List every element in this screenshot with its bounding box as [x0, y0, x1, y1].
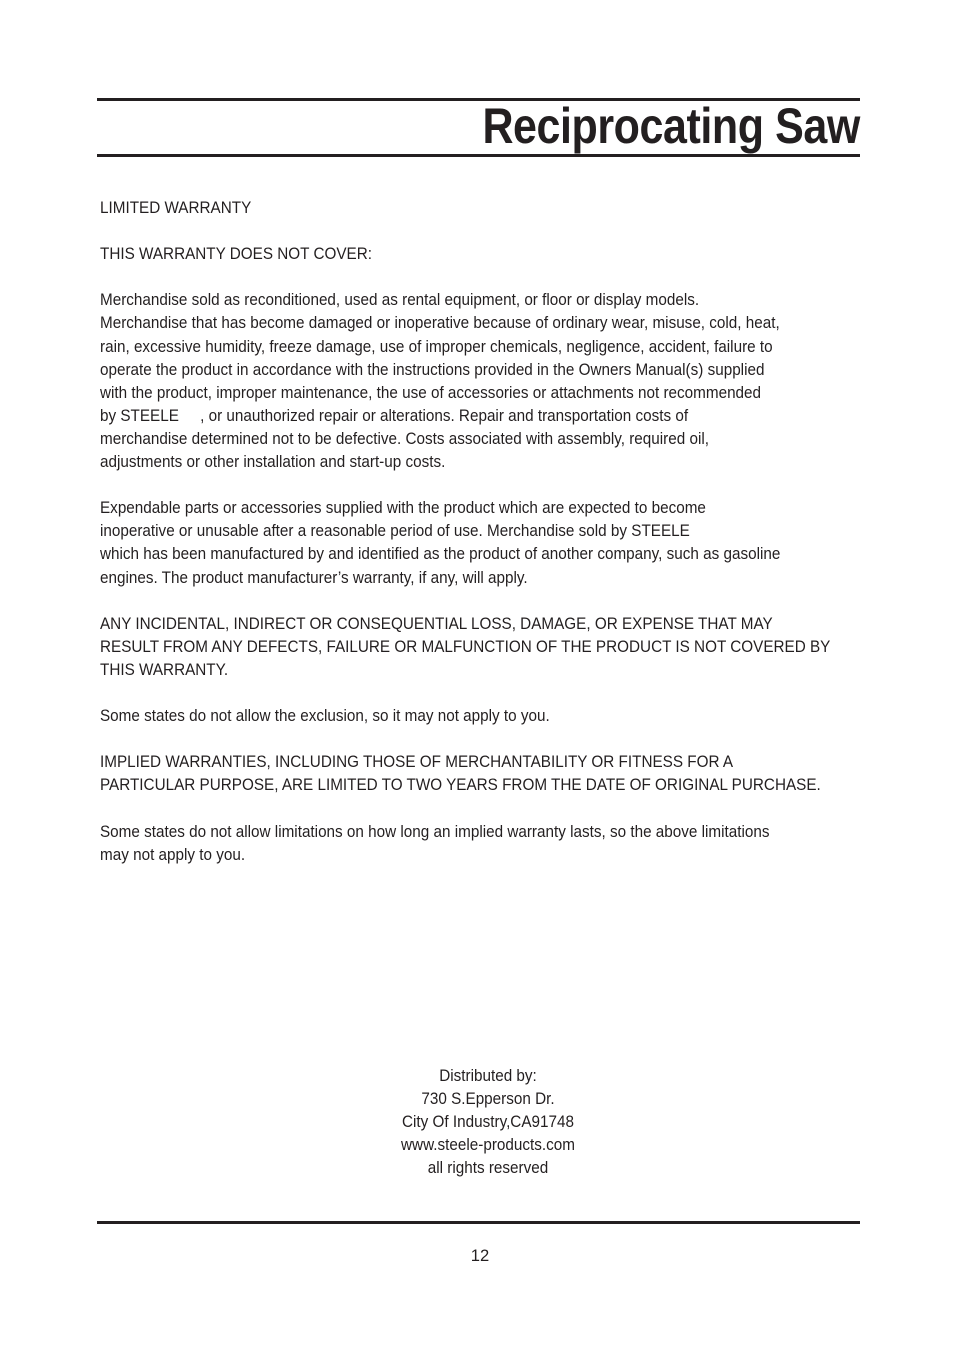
exclusions-paragraph-2 — [100, 496, 884, 588]
paragraph-line: by STEELE , or unauthorized repair or alterations. Repair and transportation costs of — [100, 405, 689, 425]
paragraph-line: ANY INCIDENTAL, INDIRECT OR CONSEQUENTIAL LOSS, DAMAGE, OR EXPENSE THAT MAY — [100, 613, 773, 633]
paragraph-line: with the product, improper maintenance, the use of accessories or attachments not recommended — [100, 382, 762, 402]
exclusions-paragraph-4 — [100, 704, 884, 727]
distributor-street: 730 S.Epperson Dr. — [421, 1089, 555, 1109]
page-title: Reciprocating Saw — [482, 98, 860, 154]
page-number: 12 — [470, 1246, 490, 1265]
paragraph-line: may not apply to you. — [100, 844, 246, 864]
paragraph-line: Merchandise that has become damaged or inoperative because of ordinary wear, misuse, cold, heat, — [100, 313, 780, 333]
paragraph-line: Expendable parts or accessories supplied with the product which are expected to become — [100, 498, 706, 518]
distributor-city: City Of Industry,CA91748 — [402, 1112, 574, 1132]
footer-rule — [97, 1221, 860, 1224]
warranty-heading-text: LIMITED WARRANTY — [100, 198, 252, 217]
paragraph-line: engines. The product manufacturer’s warranty, if any, will apply. — [100, 567, 528, 587]
paragraph-line: Some states do not allow limitations on how long an implied warranty lasts, so the above limitations — [100, 821, 770, 841]
paragraph-line: RESULT FROM ANY DEFECTS, FAILURE OR MALFUNCTION OF THE PRODUCT IS NOT COVERED BY — [100, 636, 831, 656]
warranty-subheading — [100, 242, 884, 265]
header-bottom-rule — [97, 154, 860, 157]
distributor-block — [330, 1064, 646, 1179]
exclusions-paragraph-3 — [100, 612, 884, 681]
paragraph-line: THIS WARRANTY. — [100, 659, 229, 679]
warranty-subheading-text: THIS WARRANTY DOES NOT COVER: — [100, 244, 373, 264]
paragraph-line: adjustments or other installation and start-up costs. — [100, 452, 446, 472]
paragraph-line: IMPLIED WARRANTIES, INCLUDING THOSE OF MERCHANTABILITY OR FITNESS FOR A — [100, 752, 734, 772]
distributor-website: www.steele-products.com — [401, 1135, 575, 1155]
warranty-heading — [100, 196, 884, 219]
paragraph-line: Some states do not allow the exclusion, so it may not apply to you. — [100, 706, 550, 726]
paragraph-line: inoperative or unusable after a reasonable period of use. Merchandise sold by STEELE — [100, 521, 690, 541]
paragraph-line: rain, excessive humidity, freeze damage, use of improper chemicals, negligence, accident, failure to — [100, 336, 773, 356]
paragraph-line: PARTICULAR PURPOSE, ARE LIMITED TO TWO YEARS FROM THE DATE OF ORIGINAL PURCHASE. — [100, 775, 821, 795]
state-limitations-paragraph — [100, 820, 884, 866]
paragraph-line: merchandise determined not to be defective. Costs associated with assembly, required oil, — [100, 428, 709, 448]
distributor-label: Distributed by: — [439, 1066, 537, 1085]
paragraph-line: which has been manufactured by and identified as the product of another company, such as gasoline — [100, 544, 781, 564]
exclusions-paragraph-1 — [100, 288, 884, 473]
implied-warranties-paragraph — [100, 750, 884, 796]
paragraph-line: operate the product in accordance with the instructions provided in the Owners Manual(s) supplied — [100, 359, 765, 379]
distributor-rights: all rights reserved — [427, 1158, 549, 1178]
warranty-body — [100, 196, 831, 889]
paragraph-line: Merchandise sold as reconditioned, used as rental equipment, or floor or display models. — [100, 290, 700, 310]
